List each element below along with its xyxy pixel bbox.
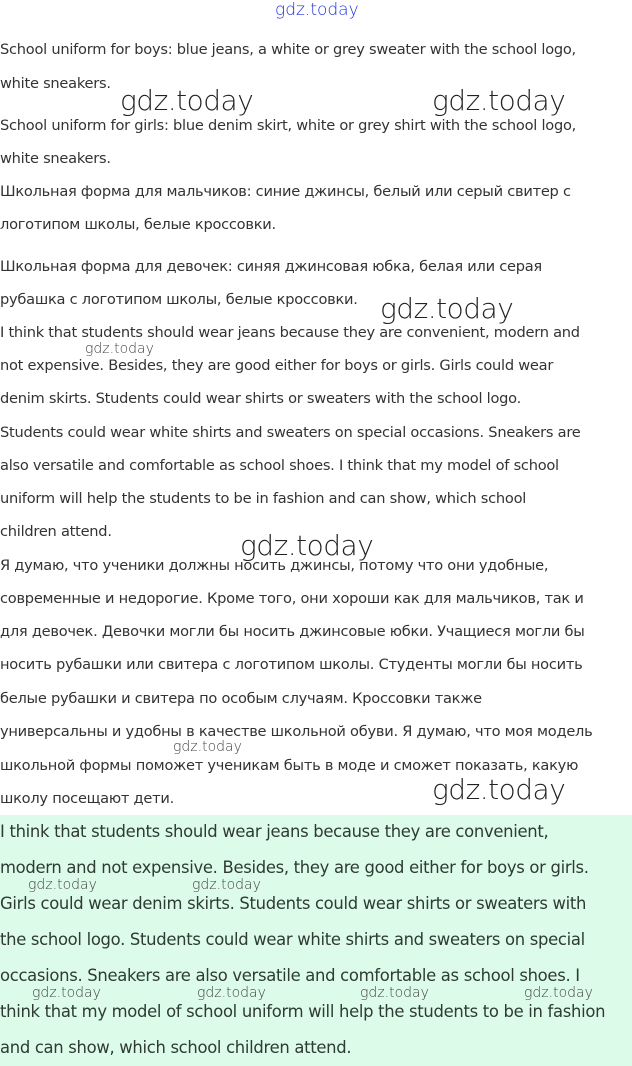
watermark: gdz.today (197, 985, 266, 1001)
text-line: white sneakers. (0, 75, 111, 92)
text-line: School uniform for girls: blue denim skirt, white or grey shirt with the school logo, (0, 117, 577, 134)
text-line: Girls could wear denim skirts. Students could wear shirts or sweaters with (0, 894, 587, 913)
text-line: School uniform for boys: blue jeans, a white or grey sweater with the school logo, (0, 41, 576, 58)
text-line: children attend. (0, 523, 112, 540)
text-line: универсальны и удобны в качестве школьной обуви. Я думаю, что моя модель (0, 723, 593, 740)
text-line: denim skirts. Students could wear shirts or sweaters with the school logo. (0, 390, 521, 407)
text-line: white sneakers. (0, 150, 111, 167)
text-line: Я думаю, что ученики должны носить джинсы, потому что они удобные, (0, 557, 549, 574)
text-line: современные и недорогие. Кроме того, они хороши как для мальчиков, так и (0, 590, 584, 607)
watermark: gdz.today (524, 985, 593, 1001)
text-line: школу посещают дети. (0, 790, 174, 807)
text-line: Students could wear white shirts and sweaters on special occasions. Sneakers are (0, 424, 581, 441)
text-line: рубашка с логотипом школы, белые кроссовки. (0, 291, 358, 308)
text-line: and can show, which school children attend. (0, 1038, 352, 1057)
text-line: белые рубашки и свитера по особым случаям. Кроссовки также (0, 690, 482, 707)
text-line: логотипом школы, белые кроссовки. (0, 216, 276, 233)
text-line: I think that students should wear jeans because they are convenient, modern and (0, 324, 580, 341)
watermark: gdz.today (85, 341, 154, 357)
watermark: gdz.today (380, 292, 514, 325)
watermark: gdz.today (275, 0, 359, 20)
text-line: Школьная форма для девочек: синяя джинсовая юбка, белая или серая (0, 258, 542, 275)
watermark: gdz.today (173, 739, 242, 755)
text-line: I think that students should wear jeans because they are convenient, (0, 822, 549, 841)
watermark: gdz.today (32, 985, 101, 1001)
watermark: gdz.today (432, 773, 566, 806)
text-line: uniform will help the students to be in fashion and can show, which school (0, 490, 527, 507)
watermark: gdz.today (240, 529, 374, 562)
text-line: носить рубашки или свитера с логотипом школы. Студенты могли бы носить (0, 656, 583, 673)
text-line: Школьная форма для мальчиков: синие джинсы, белый или серый свитер с (0, 183, 571, 200)
watermark: gdz.today (28, 877, 97, 893)
text-line: для девочек. Девочки могли бы носить джинсовые юбки. Учащиеся могли бы (0, 623, 585, 640)
text-line: школьной формы поможет ученикам быть в моде и сможет показать, какую (0, 757, 579, 774)
watermark: gdz.today (360, 985, 429, 1001)
text-line: the school logo. Students could wear white shirts and sweaters on special (0, 930, 585, 949)
watermark: gdz.today (192, 877, 261, 893)
text-line: not expensive. Besides, they are good either for boys or girls. Girls could wear (0, 357, 554, 374)
text-line: also versatile and comfortable as school shoes. I think that my model of school (0, 457, 559, 474)
text-line: occasions. Sneakers are also versatile and comfortable as school shoes. I (0, 966, 580, 985)
text-line: modern and not expensive. Besides, they are good either for boys or girls. (0, 858, 589, 877)
watermark: gdz.today (120, 84, 254, 117)
watermark: gdz.today (432, 84, 566, 117)
text-line: think that my model of school uniform will help the students to be in fashion (0, 1002, 606, 1021)
